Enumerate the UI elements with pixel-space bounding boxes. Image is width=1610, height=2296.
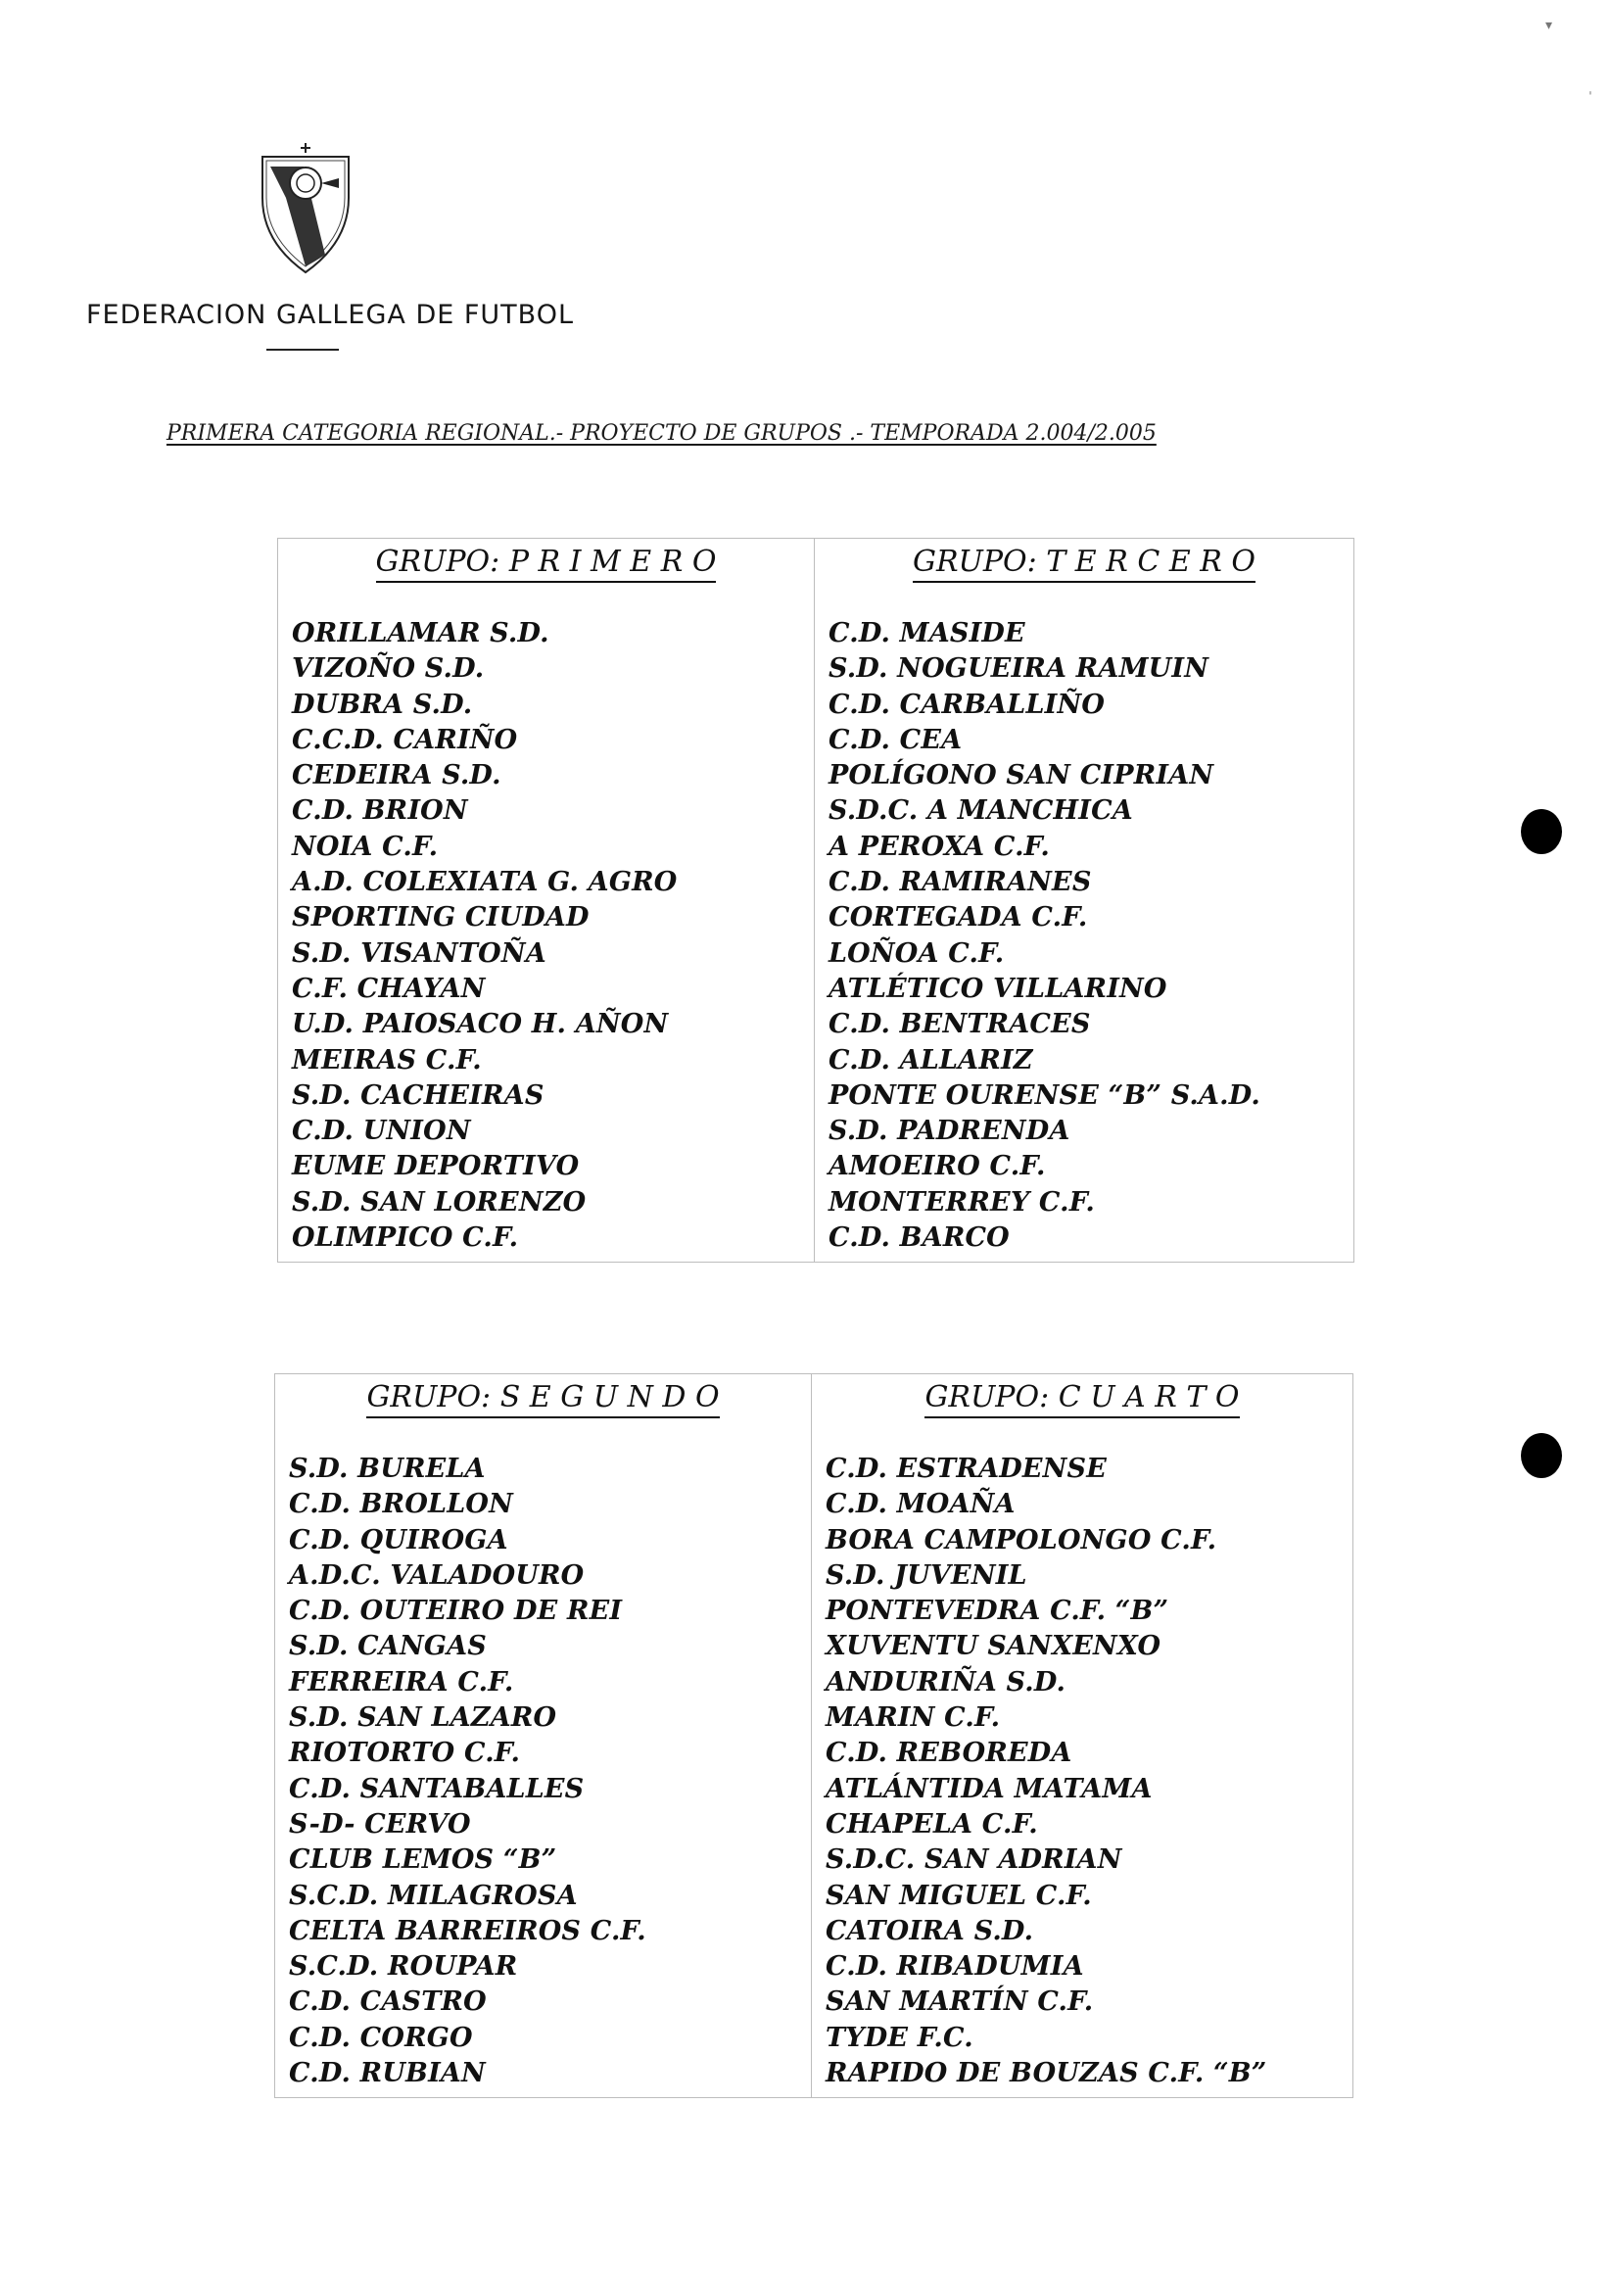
team-item: C.C.D. CARIÑO xyxy=(292,724,518,755)
group-title xyxy=(275,1380,811,1414)
team-list xyxy=(289,1452,646,2091)
header-divider xyxy=(266,349,339,351)
team-item: C.D. CEA xyxy=(829,724,963,755)
groups-table-top xyxy=(277,538,1354,1263)
group-label: GRUPO: xyxy=(924,1380,1050,1414)
team-item: ANDURIÑA S.D. xyxy=(826,1666,1066,1698)
team-item: MARIN C.F. xyxy=(826,1702,1001,1734)
team-item: C.D. BENTRACES xyxy=(829,1009,1091,1040)
team-list xyxy=(292,616,677,1256)
group-label: GRUPO: xyxy=(912,545,1037,579)
team-item: C.D. CORGO xyxy=(289,2022,473,2053)
group-label: GRUPO: xyxy=(375,545,500,579)
team-item: RAPIDO DE BOUZAS C.F. “B” xyxy=(826,2058,1267,2089)
team-item: ORILLAMAR S.D. xyxy=(292,618,549,648)
group-segundo xyxy=(275,1374,812,2097)
team-item: C.D. RUBIAN xyxy=(289,2058,486,2089)
group-title xyxy=(278,545,814,579)
group-tercero xyxy=(815,539,1353,1262)
team-item: DUBRA S.D. xyxy=(292,689,473,720)
team-item: BORA CAMPOLONGO C.F. xyxy=(826,1524,1217,1555)
team-item: C.D. BROLLON xyxy=(289,1489,514,1520)
team-item: CATOIRA S.D. xyxy=(826,1915,1034,1946)
team-item: C.D. OUTEIRO DE REI xyxy=(289,1596,623,1627)
team-item: CHAPELA C.F. xyxy=(826,1808,1038,1840)
team-item: S.C.D. ROUPAR xyxy=(289,1951,518,1983)
team-list xyxy=(826,1452,1267,2091)
team-item: C.D. UNION xyxy=(292,1116,471,1147)
team-item: S.C.D. MILAGROSA xyxy=(289,1880,578,1911)
team-item: CELTA BARREIROS C.F. xyxy=(289,1915,646,1946)
team-item: C.D. BRION xyxy=(292,795,468,827)
team-item: C.D. MASIDE xyxy=(829,618,1025,648)
group-name: P R I M E R O xyxy=(508,545,717,579)
team-item: POLÍGONO SAN CIPRIAN xyxy=(829,760,1214,791)
team-item: S.D. SAN LAZARO xyxy=(289,1702,557,1734)
team-item: SAN MARTÍN C.F. xyxy=(826,1986,1094,2018)
team-item: C.D. ALLARIZ xyxy=(829,1044,1033,1076)
team-item: MEIRAS C.F. xyxy=(292,1044,482,1076)
team-item: S.D.C. SAN ADRIAN xyxy=(826,1844,1122,1876)
team-item: EUME DEPORTIVO xyxy=(292,1151,580,1182)
team-item: NOIA C.F. xyxy=(292,831,439,862)
team-item: RIOTORTO C.F. xyxy=(289,1738,521,1769)
team-item: S-D- CERVO xyxy=(289,1808,471,1840)
groups-table-bottom xyxy=(274,1373,1353,2098)
team-item: TYDE F.C. xyxy=(826,2022,973,2053)
scan-speck: ▾ xyxy=(1545,18,1553,33)
group-name: C U A R T O xyxy=(1058,1380,1240,1414)
team-item: C.D. RIBADUMIA xyxy=(826,1951,1084,1983)
team-item: C.D. ESTRADENSE xyxy=(826,1454,1107,1484)
team-item: S.D. VISANTOÑA xyxy=(292,937,546,969)
team-item: OLIMPICO C.F. xyxy=(292,1222,519,1254)
team-item: C.F. CHAYAN xyxy=(292,973,486,1004)
team-item: ATLÉTICO VILLARINO xyxy=(829,973,1167,1004)
team-item: C.D. CARBALLIÑO xyxy=(829,689,1106,720)
team-item: PONTEVEDRA C.F. “B” xyxy=(826,1596,1169,1627)
team-item: C.D. BARCO xyxy=(829,1222,1010,1254)
team-item: U.D. PAIOSACO H. AÑON xyxy=(292,1009,669,1040)
team-item: C.D. SANTABALLES xyxy=(289,1773,585,1804)
federation-shield-icon xyxy=(257,139,355,276)
group-title xyxy=(815,545,1353,579)
team-item: S.D. BURELA xyxy=(289,1454,486,1484)
team-item: A.D. COLEXIATA G. AGRO xyxy=(292,867,678,898)
team-item: XUVENTU SANXENXO xyxy=(826,1631,1161,1662)
team-item: MONTERREY C.F. xyxy=(829,1186,1095,1218)
organization-name: FEDERACION GALLEGA DE FUTBOL xyxy=(86,300,575,330)
team-list xyxy=(829,616,1260,1256)
team-item: C.D. RAMIRANES xyxy=(829,867,1092,898)
team-item: VIZOÑO S.D. xyxy=(292,653,485,685)
team-item: CEDEIRA S.D. xyxy=(292,760,501,791)
team-item: S.D. CACHEIRAS xyxy=(292,1079,545,1111)
team-item: C.D. CASTRO xyxy=(289,1986,487,2018)
team-item: FERREIRA C.F. xyxy=(289,1666,514,1698)
team-item: CLUB LEMOS “B” xyxy=(289,1844,557,1876)
document-title: PRIMERA CATEGORIA REGIONAL.- PROYECTO DE GRUPOS .- TEMPORADA 2.004/2.005 xyxy=(166,421,1157,446)
team-item: A PEROXA C.F. xyxy=(829,831,1050,862)
group-name: S E G U N D O xyxy=(499,1380,720,1414)
scan-speck: ˈ xyxy=(1588,90,1592,106)
team-item: S.D. NOGUEIRA RAMUIN xyxy=(829,653,1209,685)
group-primero xyxy=(278,539,815,1262)
group-cuarto xyxy=(812,1374,1352,2097)
group-label: GRUPO: xyxy=(366,1380,492,1414)
team-item: CORTEGADA C.F. xyxy=(829,902,1088,933)
team-item: A.D.C. VALADOURO xyxy=(289,1559,585,1591)
team-item: C.D. REBOREDA xyxy=(826,1738,1072,1769)
team-item: S.D. PADRENDA xyxy=(829,1116,1070,1147)
team-item: S.D. SAN LORENZO xyxy=(292,1186,587,1218)
team-item: AMOEIRO C.F. xyxy=(829,1151,1046,1182)
team-item: LOÑOA C.F. xyxy=(829,937,1005,969)
team-item: S.D. JUVENIL xyxy=(826,1559,1027,1591)
team-item: SPORTING CIUDAD xyxy=(292,902,590,933)
group-title xyxy=(812,1380,1352,1414)
punch-hole xyxy=(1521,809,1562,854)
team-item: SAN MIGUEL C.F. xyxy=(826,1880,1092,1911)
team-item: C.D. MOAÑA xyxy=(826,1489,1016,1520)
punch-hole xyxy=(1521,1433,1562,1478)
team-item: C.D. QUIROGA xyxy=(289,1524,508,1555)
team-item: S.D.C. A MANCHICA xyxy=(829,795,1133,827)
team-item: ATLÁNTIDA MATAMA xyxy=(826,1773,1153,1804)
group-name: T E R C E R O xyxy=(1046,545,1256,579)
team-item: S.D. CANGAS xyxy=(289,1631,488,1662)
team-item: PONTE OURENSE “B” S.A.D. xyxy=(829,1079,1261,1111)
